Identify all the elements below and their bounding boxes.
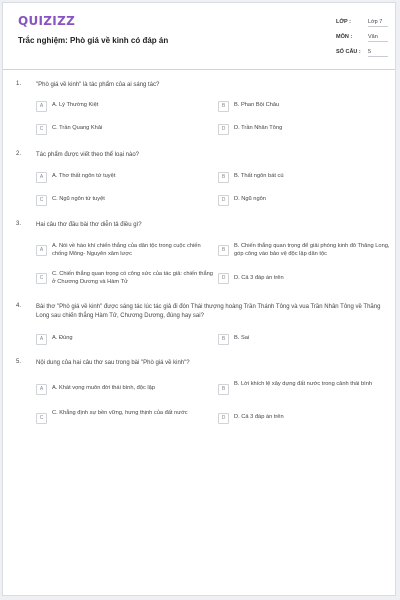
option-text: A. Lý Thường Kiệt [52,102,99,108]
question-text: "Phò giá về kinh" là tác phẩm của ai sáng tác? [36,82,160,88]
option-letter-box: C [36,124,47,135]
option-text: D. Trần Nhân Tông [234,125,283,131]
option-letter-box: C [36,413,47,424]
option-letter-box: B [218,101,229,112]
option-letter-box: B [218,334,229,345]
option-text: C. Chiến thắng quan trọng có công sức của tác giả: chiến thắng ở Chương Dương và Hàm Tử [52,271,213,285]
page-title: Trắc nghiệm: Phò giá về kinh có đáp án [18,36,169,45]
option-text: C. Trần Quang Khải [52,125,103,131]
option-letter-box: A [36,172,47,183]
meta-subject-value: Văn [368,34,388,42]
meta-count-value: 5 [368,49,388,57]
quizizz-logo: QUIZIZZ [18,14,76,28]
option-letter-box: B [218,172,229,183]
question-text: Hai câu thơ đầu bài thơ diễn tả điều gì? [36,222,142,228]
option-letter-box: A [36,384,47,395]
meta-grade-label: LỚP : [336,19,351,25]
option-letter-box: D [218,273,229,284]
option-letter-box: D [218,195,229,206]
question-number: 5. [16,359,22,365]
option-text: D. Ngũ ngôn [234,196,266,202]
option-text: A. Khát vọng muôn đời thái bình, độc lập [52,385,156,391]
meta-count-label: SỐ CÂU : [336,49,361,55]
option-letter-box: C [36,273,47,284]
option-letter-box: D [218,413,229,424]
option-text: B. Thất ngôn bát cú [234,173,284,179]
question-text: Tác phẩm được viết theo thể loại nào? [36,152,140,158]
option-letter-box: B [218,384,229,395]
option-text: B. Lời khích lệ xây dựng đất nước trong cảnh thái bình [234,381,373,387]
question-number: 4. [16,303,22,309]
option-letter-box: D [218,124,229,135]
option-text: C. Ngũ ngôn tứ tuyệt [52,196,105,202]
option-text: B. Phan Bội Châu [234,102,280,108]
worksheet-page [2,2,396,596]
option-text: A. Thơ thất ngôn tứ tuyệt [52,173,116,179]
option-letter-box: A [36,245,47,256]
option-letter-box: A [36,101,47,112]
worksheet-header [3,3,395,70]
option-text: D. Cả 3 đáp án trên [234,275,284,281]
option-text: A. Nói về hào khí chiến thắng của dân tộc trong cuộc chiến chống Mông- Nguyên xâm lược [52,243,201,257]
option-text: B. Sai [234,335,250,341]
option-letter-box: C [36,195,47,206]
option-text: C. Khẳng định sự bền vững, hưng thịnh của đất nước [52,410,188,416]
question-number: 3. [16,221,22,227]
option-letter-box: B [218,245,229,256]
meta-grade-value: Lớp 7 [368,19,388,27]
question-number: 1. [16,81,22,87]
question-text: Bài thơ "Phò giá về kinh" được sáng tác lúc tác giả đi đón Thái thượng hoàng Trần Thánh Tông và vua Trần Nhân Tông về Thăng Long sau chiến thắng Hàm Tử, Chương Dương, đúng hay sai? [36,304,381,319]
question-text: Nội dung của hai câu thơ sau trong bài "Phò giá về kinh"? [36,360,190,366]
question-number: 2. [16,151,22,157]
meta-subject-label: MÔN : [336,34,353,40]
option-text: A. Đúng [52,335,73,341]
option-text: D. Cả 3 đáp án trên [234,414,284,420]
option-letter-box: A [36,334,47,345]
option-text: B. Chiến thắng quan trọng để giải phóng kinh đô Thăng Long, góp công vào bảo vệ độc lập dân tộc [234,243,390,257]
